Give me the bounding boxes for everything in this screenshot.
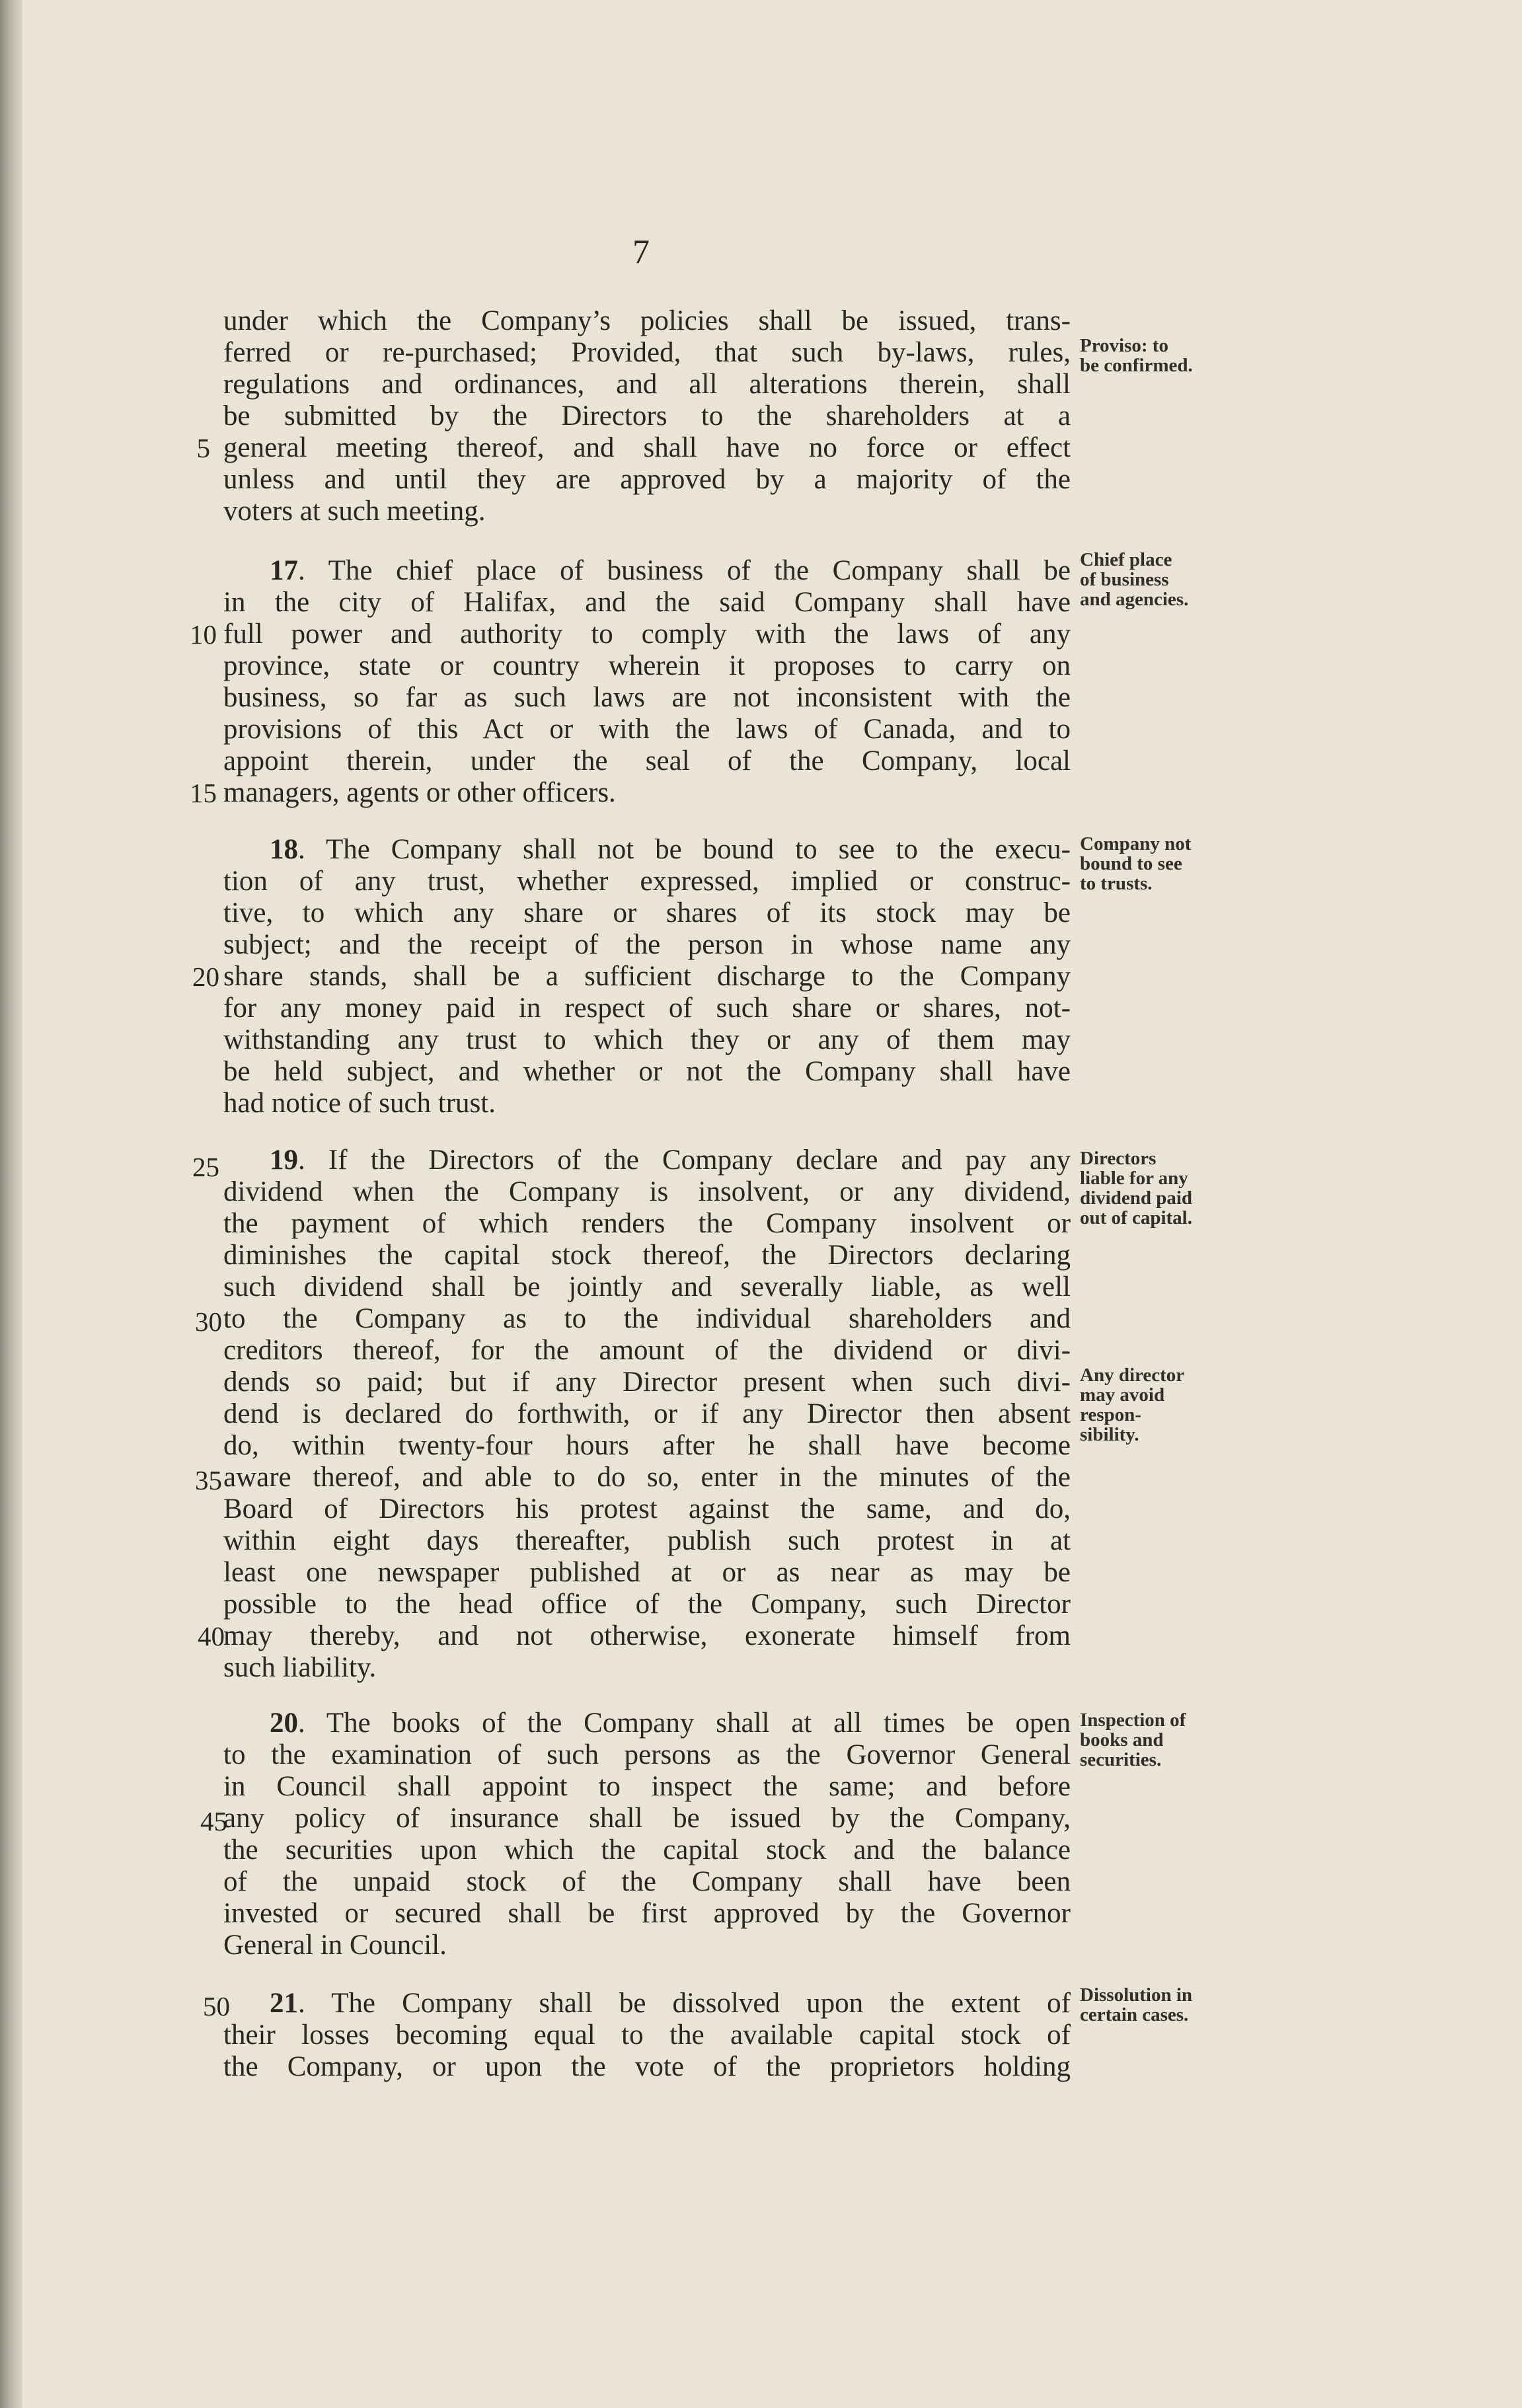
text-line: ferred or re-purchased; Provided, that such by-laws, rules, <box>223 337 1071 368</box>
margin-note-line: Inspection of <box>1080 1710 1186 1731</box>
margin-note-line: Dissolution in <box>1080 1984 1193 2006</box>
page-binding-edge <box>0 0 22 2408</box>
section-text: If the Directors of the Company declare and pay any <box>328 1145 1071 1176</box>
margin-note-line: be confirmed. <box>1080 355 1193 376</box>
text-line: their losses becoming equal to the available capital stock of <box>223 2019 1071 2051</box>
text-line: the securities upon which the capital stock and the balance <box>223 1834 1071 1865</box>
margin-note-chief-place <box>1080 550 1238 609</box>
line-number: 15 <box>190 778 217 808</box>
text-line: dend is declared do forthwith, or if any Director then absent <box>223 1398 1071 1429</box>
margin-note-line: certain cases. <box>1080 2004 1189 2025</box>
text-line: do, within twenty-four hours after he shall have become <box>223 1430 1071 1461</box>
text-line: general meeting thereof, and shall have no force or effect <box>223 432 1071 463</box>
margin-note-line: bound to see <box>1080 853 1182 874</box>
margin-note-line: may avoid <box>1080 1384 1165 1406</box>
text-line: managers, agents or other officers. <box>223 777 616 808</box>
margin-note-line: to trusts. <box>1080 873 1153 894</box>
text-line: aware thereof, and able to do so, enter in the minutes of the <box>223 1462 1071 1493</box>
section-text: The Company shall be dissolved upon the extent of <box>331 1988 1071 2019</box>
text-line: in the city of Halifax, and the said Company shall have <box>223 587 1071 618</box>
text-line: 19. If the Directors of the Company declare and pay any <box>270 1145 1071 1176</box>
text-line: within eight days thereafter, publish such protest in at <box>223 1525 1071 1556</box>
section-text: The Company shall not be bound to see to the execu- <box>325 834 1071 865</box>
text-line: had notice of such trust. <box>223 1088 496 1119</box>
text-line: voters at such meeting. <box>223 496 486 527</box>
text-line: subject; and the receipt of the person in whose name any <box>223 929 1071 960</box>
text-line: creditors thereof, for the amount of the dividend or divi- <box>223 1335 1071 1366</box>
text-line: withstanding any trust to which they or any of them may <box>223 1024 1071 1055</box>
margin-note-line: and agencies. <box>1080 589 1189 610</box>
text-line: of the unpaid stock of the Company shall have been <box>223 1866 1071 1897</box>
text-line: share stands, shall be a sufficient discharge to the Company <box>223 961 1071 992</box>
text-line: under which the Company’s policies shall be issued, trans- <box>223 305 1071 336</box>
line-number: 10 <box>190 619 217 650</box>
text-line: provisions of this Act or with the laws of Canada, and to <box>223 714 1071 745</box>
margin-note-line: Company not <box>1080 833 1192 854</box>
text-line: province, state or country wherein it proposes to carry on <box>223 650 1071 681</box>
line-number: 20 <box>192 961 219 992</box>
line-number: 5 <box>196 433 210 463</box>
margin-note-line: liable for any <box>1080 1168 1188 1189</box>
text-line: 20. The books of the Company shall at all times be open <box>270 1708 1071 1739</box>
margin-note-proviso <box>1080 336 1238 375</box>
margin-note-line: Proviso: to <box>1080 335 1168 356</box>
line-number: 35 <box>195 1465 222 1495</box>
text-line: may thereby, and not otherwise, exonerate himself from <box>223 1620 1071 1651</box>
text-line: 21. The Company shall be dissolved upon the extent of <box>270 1988 1071 2019</box>
text-line: be submitted by the Directors to the shareholders at a <box>223 400 1071 432</box>
margin-note-trusts <box>1080 834 1238 893</box>
text-line: diminishes the capital stock thereof, the Directors declaring <box>223 1240 1071 1271</box>
section-number: 18 <box>270 834 298 865</box>
line-number: 30 <box>195 1306 222 1337</box>
margin-note-line: respon- <box>1080 1404 1141 1425</box>
text-line: such dividend shall be jointly and severally liable, as well <box>223 1271 1071 1302</box>
section-number: 21 <box>270 1988 298 2019</box>
text-line: possible to the head office of the Company, such Director <box>223 1589 1071 1620</box>
margin-note-line: of business <box>1080 569 1169 590</box>
margin-note-dissolution <box>1080 1985 1238 2025</box>
line-number: 25 <box>192 1152 219 1182</box>
margin-note-avoid-responsibility <box>1080 1365 1238 1445</box>
margin-note-line: dividend paid <box>1080 1187 1193 1209</box>
text-line: 17. The chief place of business of the Company shall be <box>270 555 1071 586</box>
text-line: be held subject, and whether or not the Company shall have <box>223 1056 1071 1087</box>
line-number: 40 <box>198 1621 225 1651</box>
margin-note-line: sibility. <box>1080 1424 1139 1445</box>
text-line: such liability. <box>223 1652 377 1683</box>
margin-note-directors-liable <box>1080 1148 1238 1228</box>
text-line: dends so paid; but if any Director present when such divi- <box>223 1367 1071 1398</box>
text-line: for any money paid in respect of such share or shares, not- <box>223 993 1071 1024</box>
margin-note-line: Directors <box>1080 1148 1157 1169</box>
text-line: to the Company as to the individual shareholders and <box>223 1303 1071 1334</box>
text-line: tion of any trust, whether expressed, implied or construc- <box>223 866 1071 897</box>
page-number: 7 <box>632 233 650 271</box>
section-number: 17 <box>270 555 298 586</box>
text-line: business, so far as such laws are not inconsistent with the <box>223 682 1071 713</box>
text-line: invested or secured shall be first approved by the Governor <box>223 1898 1071 1929</box>
line-number: 50 <box>203 1991 230 2021</box>
text-line: General in Council. <box>223 1930 447 1961</box>
line-number: 45 <box>200 1806 227 1836</box>
text-line: tive, to which any share or shares of its stock may be <box>223 897 1071 928</box>
margin-note-inspection <box>1080 1710 1238 1770</box>
margin-note-line: Chief place <box>1080 549 1172 570</box>
text-line: in Council shall appoint to inspect the same; and before <box>223 1771 1071 1802</box>
text-line: least one newspaper published at or as near as may be <box>223 1557 1071 1588</box>
text-line: the Company, or upon the vote of the proprietors holding <box>223 2051 1071 2082</box>
margin-note-line: books and <box>1080 1729 1164 1750</box>
section-text: The chief place of business of the Company shall be <box>328 555 1071 586</box>
text-line: to the examination of such persons as the Governor General <box>223 1739 1071 1770</box>
margin-note-line: Any director <box>1080 1365 1185 1386</box>
section-number: 19 <box>270 1145 298 1176</box>
text-line: 18. The Company shall not be bound to see to the execu- <box>270 834 1071 865</box>
section-number: 20 <box>270 1708 298 1739</box>
margin-note-line: securities. <box>1080 1749 1162 1770</box>
section-text: The books of the Company shall at all times be open <box>326 1708 1071 1739</box>
text-line: regulations and ordinances, and all alterations therein, shall <box>223 369 1071 400</box>
text-line: appoint therein, under the seal of the Company, local <box>223 745 1071 776</box>
text-line: dividend when the Company is insolvent, or any dividend, <box>223 1176 1071 1207</box>
text-line: Board of Directors his protest against the same, and do, <box>223 1493 1071 1524</box>
text-line: unless and until they are approved by a majority of the <box>223 464 1071 495</box>
text-line: any policy of insurance shall be issued by the Company, <box>223 1803 1071 1834</box>
margin-note-line: out of capital. <box>1080 1207 1192 1228</box>
text-line: full power and authority to comply with the laws of any <box>223 619 1071 650</box>
text-line: the payment of which renders the Company insolvent or <box>223 1208 1071 1239</box>
